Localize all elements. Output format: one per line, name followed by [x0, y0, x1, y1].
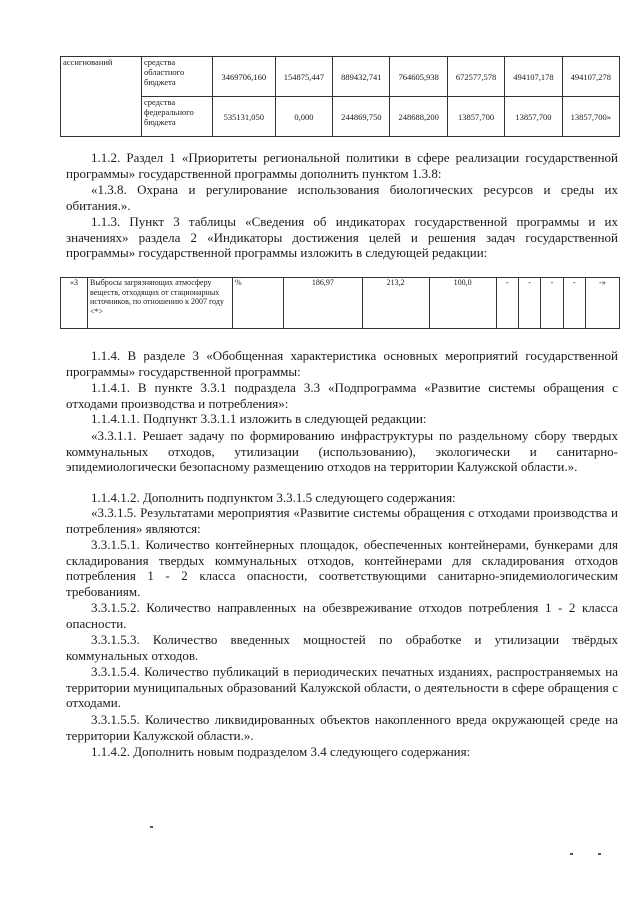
paragraph-1-1-4: 1.1.4. В разделе 3 «Обобщенная характеристика основных мероприятий государственной программы» государственной программы: [66, 348, 618, 379]
indicator-value-cell: - [563, 278, 585, 329]
indicator-unit-cell: % [233, 278, 284, 329]
paragraph-1-3-8: «1.3.8. Охрана и регулирование использования биологических ресурсов и среды их обитания.». [66, 182, 618, 213]
budget-value-cell: 154875,447 [275, 57, 332, 97]
indicator-value-cell: 100,0 [429, 278, 496, 329]
paragraph-3-3-1-5-1: 3.3.1.5.1. Количество контейнерных площадок, обеспеченных контейнерами, бункерами для складирования твердых коммунальных отходов, контейнерами для складирования отходов потребления 1 - 2 класса опасности, соответствующими санитарно-эпидемиологическим требованиям. [66, 537, 618, 599]
paragraph-3-3-1-5-5: 3.3.1.5.5. Количество ликвидированных объектов накопленного вреда окружающей среде на территории Калужской области.». [66, 712, 618, 743]
indicator-value-cell: - [518, 278, 540, 329]
budget-value-cell: 764605,938 [390, 57, 447, 97]
paragraph-1-1-4-1-2: 1.1.4.1.2. Дополнить подпунктом 3.3.1.5 следующего содержания: [91, 490, 456, 505]
paragraph-1-1-4-1: 1.1.4.1. В пункте 3.3.1 подраздела 3.3 «Подпрограмма «Развитие системы обращения с отходами производства и потребления»: [66, 380, 618, 411]
indicator-value-cell: 186,97 [284, 278, 363, 329]
budget-value-cell: 494107,278 [562, 57, 619, 97]
paragraph-1-1-3: 1.1.3. Пункт 3 таблицы «Сведения об индикаторах государственной программы и их значениях» раздела 2 «Индикаторы достижения целей и решения задач государственной программы» государственной программы изложить в следующей редакции: [66, 214, 618, 260]
paragraph-3-3-1-5: «3.3.1.5. Результатами мероприятия «Развитие системы обращения с отходами производства и потребления» являются: [66, 505, 618, 536]
budget-value-cell: 248688,200 [390, 97, 447, 137]
budget-value-cell: 13857,700 [447, 97, 504, 137]
paragraph-3-3-1-5-3: 3.3.1.5.3. Количество введенных мощностей по обработке и утилизации твёрдых коммунальных отходов. [66, 632, 618, 663]
budget-value-cell: 244869,750 [333, 97, 390, 137]
indicator-value-cell: - [496, 278, 518, 329]
budget-value-cell: 13857,700» [562, 97, 619, 137]
paragraph-1-1-4-2: 1.1.4.2. Дополнить новым подразделом 3.4 следующего содержания: [91, 744, 471, 759]
indicator-name-cell: Выбросы загрязняющих атмосферу веществ, отходящих от стационарных источников, по отношению к 2007 году <*> [88, 278, 233, 329]
table-row [61, 57, 620, 97]
indicator-number-cell: «3 [61, 278, 88, 329]
table-row [61, 278, 620, 329]
scan-speck [598, 853, 601, 855]
indicator-value-cell: - [541, 278, 563, 329]
budget-value-cell: 535131,050 [213, 97, 276, 137]
paragraph-3-3-1-5-4: 3.3.1.5.4. Количество публикаций в периодических печатных изданиях, распространяемых на территории муниципальных образований Калужской области, о деятельности в сфере обращения с отходами. [66, 664, 618, 710]
budget-value-cell: 494107,178 [505, 57, 562, 97]
indicator-value-cell: -» [585, 278, 619, 329]
paragraph-1-1-2: 1.1.2. Раздел 1 «Приоритеты региональной политики в сфере реализации государственной программы» государственной программы дополнить пунктом 1.3.8: [66, 150, 618, 181]
budget-value-cell: 672577,578 [447, 57, 504, 97]
indicator-value-cell: 213,2 [362, 278, 429, 329]
budget-table [60, 56, 620, 137]
scan-speck [150, 826, 153, 828]
scan-speck [570, 853, 573, 855]
budget-value-cell: 3469706,160 [213, 57, 276, 97]
budget-source-cell: средства федерального бюджета [142, 97, 213, 137]
table-row [61, 97, 620, 137]
indicator-table [60, 277, 620, 329]
paragraph-3-3-1-1: «3.3.1.1. Решает задачу по формированию инфраструктуры по раздельному сбору твердых коммунальных отходов, утилизации (использованию), экологически и санитарно-эпидемиологически безопасному размещению отходов на территории Калужской области.». [66, 428, 618, 474]
paragraph-3-3-1-5-2: 3.3.1.5.2. Количество направленных на обезвреживание отходов потребления 1 - 2 класса опасности. [66, 600, 618, 631]
budget-value-cell: 13857,700 [505, 97, 562, 137]
budget-label-cell: ассигнований [61, 57, 142, 137]
paragraph-1-1-4-1-1: 1.1.4.1.1. Подпункт 3.3.1.1 изложить в следующей редакции: [91, 411, 427, 426]
budget-source-cell: средства областного бюджета [142, 57, 213, 97]
budget-value-cell: 889432,741 [333, 57, 390, 97]
budget-value-cell: 0,000 [275, 97, 332, 137]
